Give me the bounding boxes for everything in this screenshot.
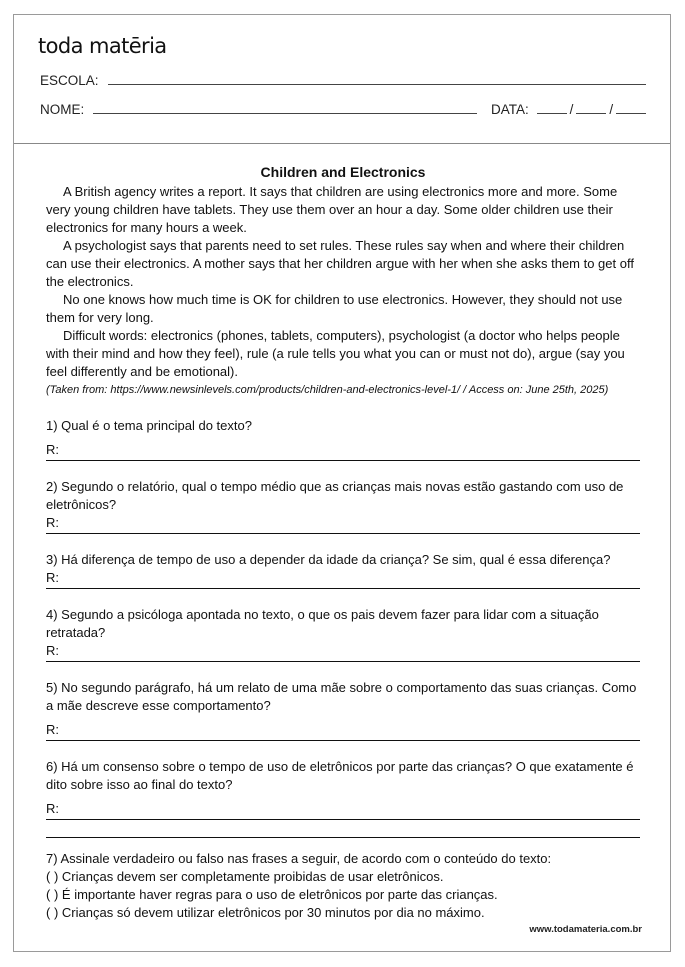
question-text: 3) Há diferença de tempo de uso a depender da idade da criança? Se sim, qual é essa diferença? bbox=[46, 552, 611, 567]
date-year-line[interactable] bbox=[616, 112, 646, 114]
answer-line[interactable]: R: bbox=[46, 514, 640, 534]
brand-logo: toda matēria bbox=[38, 34, 167, 58]
answer-line[interactable]: R: bbox=[46, 642, 640, 662]
question-text: 6) Há um consenso sobre o tempo de uso de eletrônicos por parte das crianças? O que exatamente é dito sobre isso ao final do texto? bbox=[46, 759, 634, 792]
header-divider bbox=[14, 143, 670, 144]
article-paragraph: Difficult words: electronics (phones, tablets, computers), psychologist (a doctor who helps people with their mind and how they feel), rule (a rule tells you what you can or must not do), argue (say you feel differently and be emotional). bbox=[46, 328, 625, 379]
true-false-statement: É importante haver regras para o uso de eletrônicos por parte das crianças. bbox=[61, 887, 498, 902]
question-6 bbox=[46, 758, 640, 838]
footer-website: www.todamateria.com.br bbox=[529, 924, 642, 935]
true-false-checkbox[interactable]: ( ) bbox=[46, 905, 59, 920]
question-text: 7) Assinale verdadeiro ou falso nas frases a seguir, de acordo com o conteúdo do texto: bbox=[46, 851, 552, 866]
worksheet-content bbox=[46, 161, 640, 922]
true-false-checkbox[interactable]: ( ) bbox=[46, 887, 59, 902]
school-label: ESCOLA: bbox=[40, 73, 99, 88]
question-2 bbox=[46, 478, 640, 534]
true-false-item bbox=[46, 886, 640, 904]
question-text: 2) Segundo o relatório, qual o tempo médio que as crianças mais novas estão gastando com uso de eletrônicos? bbox=[46, 479, 624, 512]
question-4 bbox=[46, 606, 640, 662]
date-label: DATA: bbox=[491, 102, 529, 117]
date-day-line[interactable] bbox=[537, 112, 567, 114]
true-false-statement: Crianças devem ser completamente proibidas de usar eletrônicos. bbox=[61, 869, 444, 884]
answer-line[interactable]: R: bbox=[46, 441, 640, 461]
article-source: (Taken from: https://www.newsinlevels.com/products/children-and-electronics-level-1/ / Access on: June 25th, 2025) bbox=[46, 384, 609, 396]
answer-line[interactable]: R: bbox=[46, 800, 640, 820]
true-false-item bbox=[46, 904, 640, 922]
answer-line-extra[interactable] bbox=[46, 820, 640, 838]
answer-line[interactable]: R: bbox=[46, 569, 640, 589]
article-title: Children and Electronics bbox=[260, 164, 426, 180]
question-1 bbox=[46, 417, 640, 461]
name-label: NOME: bbox=[40, 102, 85, 117]
name-input-line[interactable] bbox=[93, 112, 477, 114]
date-month-line[interactable] bbox=[576, 112, 606, 114]
school-field bbox=[40, 73, 646, 88]
true-false-item bbox=[46, 868, 640, 886]
article-paragraph: No one knows how much time is OK for children to use electronics. However, they should not use them for very long. bbox=[46, 292, 623, 325]
question-text: 5) No segundo parágrafo, há um relato de uma mãe sobre o comportamento das suas crianças. Como a mãe descreve esse comportamento? bbox=[46, 680, 637, 713]
name-date-row bbox=[40, 102, 646, 117]
true-false-statement: Crianças só devem utilizar eletrônicos por 30 minutos por dia no máximo. bbox=[61, 905, 485, 920]
date-separator: / bbox=[569, 102, 574, 117]
true-false-checkbox[interactable]: ( ) bbox=[46, 869, 59, 884]
question-7 bbox=[46, 850, 640, 922]
worksheet-page bbox=[13, 14, 671, 952]
question-3 bbox=[46, 551, 640, 589]
article-paragraph: A British agency writes a report. It says that children are using electronics more and more. Some very young children have tablets. They use them over an hour a day. Some older children use their electronics for many hours a week. bbox=[46, 184, 618, 235]
question-text: 4) Segundo a psicóloga apontada no texto, o que os pais devem fazer para lidar com a situação retratada? bbox=[46, 607, 599, 640]
school-input-line[interactable] bbox=[108, 83, 646, 85]
date-separator: / bbox=[609, 102, 614, 117]
question-text: 1) Qual é o tema principal do texto? bbox=[46, 418, 252, 433]
question-5 bbox=[46, 679, 640, 741]
answer-line[interactable]: R: bbox=[46, 721, 640, 741]
article-paragraph: A psychologist says that parents need to set rules. These rules say when and where their children can use their electronics. A mother says that her children argue with her when she asks them to get off the electronics. bbox=[46, 238, 634, 289]
